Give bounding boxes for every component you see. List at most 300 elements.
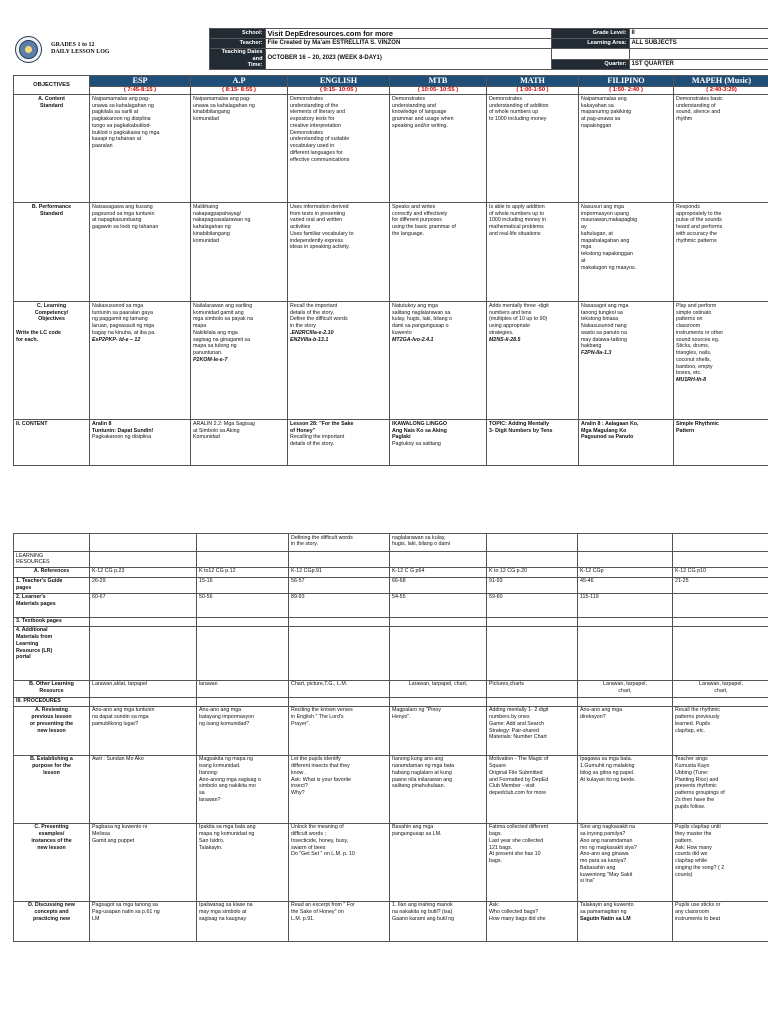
cell-line: kinabibilangang <box>193 230 230 237</box>
cell-line: classroom <box>676 323 701 330</box>
cell-line: 66-68 <box>392 578 406 585</box>
cell-line: K-12 CG p.23 <box>92 568 125 575</box>
cell-line: Reciting the known verses <box>291 707 353 714</box>
cell-line: kakayahan sa <box>581 102 614 109</box>
cell-line: sagisag na ginagamit sa <box>193 336 251 343</box>
cell-line: they master the <box>675 831 712 838</box>
cell-line: in the story <box>290 323 316 330</box>
cell-mtb <box>390 901 487 941</box>
cell-line: Pagsagot sa mga tanong sa <box>92 902 158 909</box>
cell-line: Resource <box>39 688 64 695</box>
cell-line: patterns groupings of <box>675 790 725 797</box>
cell-line: mapa <box>193 323 207 330</box>
cell-line: and real-life situations <box>489 230 541 237</box>
cell-mapeh <box>673 680 768 697</box>
cell-line: Objectives <box>38 316 65 323</box>
cell-filipino <box>578 593 673 617</box>
cell-line: Demonstrates basic <box>676 95 723 102</box>
row-label <box>14 626 90 680</box>
cell-line: Competency/ <box>34 309 69 316</box>
cell-line: Kumusta Kayo <box>675 763 710 770</box>
cell-english <box>289 755 390 823</box>
cell-line: details of the story. <box>290 309 335 316</box>
cell-line: Magpalaro ng "Pinoy <box>392 707 441 714</box>
lc-code: F2PN-IIa-1.3 <box>581 350 612 357</box>
cell-line: tanong tungkol sa <box>581 309 623 316</box>
cell-ap <box>197 680 289 697</box>
school-value: Visit DepEdresources.com for more <box>265 29 551 39</box>
cell-line: tuntunin sa paaralan gaya <box>92 309 153 316</box>
cell-ap <box>197 823 289 901</box>
row-label <box>14 577 90 593</box>
cell-line: learned. Pupils <box>675 720 711 727</box>
cell-line: sa inyong pamilya? <box>580 831 626 838</box>
cell-line: appropriately to the <box>676 210 722 217</box>
cell-line <box>92 698 194 705</box>
cell-line: tekstong napakinggan <box>581 251 633 258</box>
cell-line: vocabulary used in <box>290 143 335 150</box>
cell-esp <box>90 626 197 680</box>
cell-mtb <box>390 755 487 823</box>
cell-line: bagay na kinuha, at iba pa. <box>92 329 156 336</box>
cell-line: Nasusuri ang mga <box>581 203 624 210</box>
cell-line: 26-29 <box>92 578 106 585</box>
time-mapeh: ( 2:40-3:20) <box>674 87 768 95</box>
cell-line: kinabibilangang <box>193 109 230 116</box>
cell-mapeh <box>673 567 768 577</box>
dll-page-1 <box>13 28 768 472</box>
cell-line: Gaano karami ang butil ng <box>392 915 455 922</box>
cell-line: Recall the important <box>290 302 338 309</box>
cell-filipino <box>578 577 673 593</box>
teacher-label: Teacher: <box>209 39 265 49</box>
cell-line: Gamit ang puppet <box>92 837 135 844</box>
cell-ap <box>197 697 289 706</box>
cell-line: Pagsunod sa Panuto <box>581 434 634 441</box>
cell-line: coconut shells, <box>676 356 712 363</box>
cell-line: (multiples of 10 up to 90) <box>489 316 548 323</box>
cell-line: may dalawa-tatlong <box>581 336 627 343</box>
subject-math: MATH <box>487 76 579 87</box>
cell-line <box>392 627 484 634</box>
cell-math <box>487 755 578 823</box>
cell-line: direksyon? <box>580 714 606 721</box>
cell-line: tekstong binasa <box>581 316 619 323</box>
cell-line: Square <box>489 763 507 770</box>
cell-math <box>487 697 578 706</box>
cell-line: Babasahin ang <box>580 864 616 871</box>
cell-line: Learning <box>16 640 39 647</box>
cell-line: bilog sa gitna ng papel. <box>580 769 635 776</box>
cell-line <box>675 618 767 625</box>
cell-line: Aralin 8 <box>92 420 112 427</box>
cell-line: Uses information derived <box>290 203 349 210</box>
cell-line: B. Performance <box>31 203 72 210</box>
cell-line: Read an excerpt from " For <box>291 902 355 909</box>
cell-line <box>199 698 286 705</box>
cell-mtb <box>390 626 487 680</box>
cell-line: Demonstrates <box>489 95 522 102</box>
cell-line: Club Member - visit <box>489 783 535 790</box>
table-row <box>14 302 768 420</box>
cell-line: K-12 C G p64 <box>392 568 425 575</box>
cell-line: Pagtukoy sa salitang <box>392 441 441 448</box>
subject-esp: ESP <box>90 76 191 87</box>
cell-line: nakapagpapahayag/ <box>193 210 242 217</box>
lc-code: M2NS-Ii-28.5 <box>489 336 521 343</box>
cell-line: rhythmic patterns <box>676 237 717 244</box>
seal-icon <box>15 36 42 63</box>
cell-line: Who collected bags? <box>489 909 539 916</box>
cell-line: Itanong kung ano ang <box>392 756 444 763</box>
cell-ap <box>191 203 288 302</box>
cell-line: komunidad <box>193 116 219 123</box>
cell-line: insect? <box>291 783 308 790</box>
cell-line: different insects that they <box>291 763 350 770</box>
cell-line: Larawan, tarpapel, chart, <box>408 681 468 688</box>
lc-code: .EN2RCIIIa-e-2.10 <box>290 329 334 336</box>
cell-line: activities <box>290 224 311 231</box>
cell-line: presents rhythmic <box>675 783 717 790</box>
lc-code: P2KOM-Ie-e-7 <box>193 356 228 363</box>
cell-line: effective communications <box>290 156 350 163</box>
cell-line: napakinggan <box>581 122 612 129</box>
cell-line: Teacher sings <box>675 756 708 763</box>
cell-line: kahalagahan ng <box>193 224 231 231</box>
cell-line: Naipamamalas ang <box>581 95 627 102</box>
procedures-table <box>13 533 768 942</box>
table-row <box>14 697 768 706</box>
cell-line: si Ina" <box>580 878 595 885</box>
cell-line: correctly and effectively <box>392 210 448 217</box>
lc-code: MT2GA-Ivo-2.4.1 <box>392 336 434 343</box>
continuation-row <box>14 534 768 552</box>
cell-line: 1.Gumuhit ng malaking <box>580 763 635 770</box>
cell-line: creative interpretation <box>290 122 341 129</box>
cell-line: Let the pupils identify <box>291 756 341 763</box>
cell-line <box>489 698 575 705</box>
cell-line: sound, silence and <box>676 109 721 116</box>
cell-mapeh <box>673 901 768 941</box>
cell-line: simple ostinato <box>676 309 712 316</box>
cell-line: elements of literary and <box>290 109 346 116</box>
cell-line: the Sake of Honey" on <box>291 909 344 916</box>
cell-mapeh <box>674 95 768 203</box>
cell-line: II. CONTENT <box>16 420 48 427</box>
dates-value: OCTOBER 16 – 20, 2023 (WEEK 8-DAY1) <box>265 49 551 70</box>
cell-line: different languages for <box>290 149 343 156</box>
cell-english <box>289 680 390 697</box>
cell-line: Ipagawa sa mga bata. <box>580 756 633 763</box>
cell-line: Insecticide, honey, busy, <box>291 837 349 844</box>
table-row <box>14 593 768 617</box>
cell-line: expository texts for <box>290 116 335 123</box>
cell-line: Sticks, drums, <box>676 343 710 350</box>
cell-line: Nasasagot ang mga <box>581 302 629 309</box>
subject-mapeh: MAPEH (Music) <box>674 76 768 87</box>
cell-line: paaralan <box>92 143 113 150</box>
cell-line: Anu-ano ang mga tuntunin <box>92 707 155 714</box>
cell-line: lesson <box>43 769 60 776</box>
cell-line: Magpakita ng mapa ng <box>199 756 253 763</box>
cell-english <box>288 203 390 302</box>
cell-line <box>392 698 484 705</box>
cell-line: unawa sa kahalagahan ng <box>193 102 255 109</box>
cell-line: Aralin 8 : Aalagaan Ko, <box>581 420 639 427</box>
cell-line: of whole numbers up <box>489 109 539 116</box>
cell-esp <box>90 680 197 697</box>
cell-line: larawan <box>199 681 218 688</box>
cell-ap <box>197 567 289 577</box>
cell-line: A. Reviewing <box>35 707 68 714</box>
cell-line: numbers and tens <box>489 309 532 316</box>
cell-esp <box>90 593 197 617</box>
cell-mtb <box>390 302 487 420</box>
cell-line: varied oral and written <box>290 217 343 224</box>
cell-line: patterns on <box>676 316 703 323</box>
cell-line: dami sa pangungusap o <box>392 323 449 330</box>
cell-line: salitang pinahuhulaan. <box>392 783 446 790</box>
time-ap: ( 8:15- 8:55 ) <box>191 87 288 95</box>
row-label <box>14 593 90 617</box>
subject-filipino: FILIPINO <box>579 76 674 87</box>
cell-esp <box>90 706 197 755</box>
cell-line: understanding of addition <box>489 102 549 109</box>
cell-line <box>92 618 194 625</box>
cell-line: Speaks and writes <box>392 203 436 210</box>
cell-line: K to 12 CG p.20 <box>489 568 527 575</box>
cell-line: Responds <box>676 203 700 210</box>
cell-line: at pag-unawa sa <box>581 116 621 123</box>
cell-line: Define the difficult words <box>290 316 348 323</box>
table-row <box>14 95 768 203</box>
table-row <box>14 203 768 302</box>
cell-line: 1. Teacher's Guide <box>16 578 63 585</box>
cell-line <box>675 594 767 601</box>
cell-mapeh <box>674 302 768 420</box>
cell-line: swarm of bees <box>291 844 326 851</box>
cell-mapeh <box>673 577 768 593</box>
cell-line: Pag-usapan natin sa p.61 ng <box>92 909 160 916</box>
cell-line: Strategy: Pair-shared <box>489 727 540 734</box>
cell-line: Materials pages <box>16 601 56 608</box>
cell-line: Demonstrates <box>290 129 323 136</box>
cell-line: Sagutin Natin sa LM <box>580 915 631 922</box>
cell-line: heard and performs <box>676 224 723 231</box>
row-label <box>14 823 90 901</box>
cell-line: paano nila inilarawan ang <box>392 776 453 783</box>
cell-line: A. References <box>33 568 70 575</box>
cell-line <box>199 627 286 634</box>
cell-line: makatugon ng maayos. <box>581 264 637 271</box>
cell-line: Pagkakaroon ng disiplina <box>92 434 152 441</box>
cell-line: pamublikong lugar? <box>92 720 139 727</box>
cell-mtb <box>390 203 487 302</box>
cell-line: L.M. p.91. <box>291 915 315 922</box>
cell-math <box>487 617 578 626</box>
cell-line: mga <box>581 244 592 251</box>
time-esp: ( 7:45-8:15 ) <box>90 87 191 95</box>
cell-line: with accuracy the <box>676 230 717 237</box>
cell-line: mapahalagahan ang <box>581 237 630 244</box>
cell-line: 2s then have the <box>675 796 715 803</box>
cell-line: independently express <box>290 237 344 244</box>
cell-line: purpose for the <box>32 763 71 770</box>
cell-line: of Honey" <box>290 427 316 434</box>
cell-line: Tuntunin: Dapat Sundin! <box>92 427 154 434</box>
time-filipino: ( 1:50- 2:40 ) <box>579 87 674 95</box>
objectives-label: OBJECTIVES <box>14 76 90 95</box>
cell-line: Itanong: <box>199 769 219 776</box>
cell-esp <box>90 755 197 823</box>
cell-line: habang naglalaro at kung <box>392 769 452 776</box>
cell-line: 121 bags. <box>489 844 513 851</box>
cell-line: strategies. <box>489 329 514 336</box>
cell-line: to 1000 including money <box>489 116 547 123</box>
cell-line: counts) <box>675 871 693 878</box>
cell-line: Ask: <box>489 902 500 909</box>
cell-line: wasto sa panuto na <box>581 329 627 336</box>
cell-line: K-12 CGp <box>580 568 604 575</box>
table-row <box>14 626 768 680</box>
cell-line: Natutukoy ang mga <box>392 302 438 309</box>
cell-line: Is able to apply addition <box>489 203 545 210</box>
cell-math <box>487 593 578 617</box>
cell-line: boxes, etc. <box>676 370 702 377</box>
time-row <box>14 87 768 95</box>
cell-line: Write the LC code <box>16 329 61 336</box>
learning-resources-row <box>14 552 768 568</box>
cell-line: Resource (LR) <box>16 647 53 654</box>
cell-mtb <box>390 680 487 697</box>
cell-line: Pupils clap/tap until <box>675 824 721 831</box>
cell-line: 21-25 <box>675 578 689 585</box>
cell-line: 59-60 <box>489 594 503 601</box>
row-label <box>14 420 90 466</box>
table-row <box>14 706 768 755</box>
table-row <box>14 617 768 626</box>
cell-line: from texts in presenting <box>290 210 346 217</box>
cell-ap <box>197 706 289 755</box>
area-label: Learning Area: <box>551 39 629 49</box>
cell-english <box>289 593 390 617</box>
cell-line: sagisag na kaugnay <box>199 915 247 922</box>
cell-line: bags. <box>489 831 502 838</box>
cell-esp <box>90 95 191 203</box>
title-line-1: GRADES 1 to 12 <box>51 41 95 48</box>
cell-line: mathematical problems <box>489 224 544 231</box>
cell-line: concepts and <box>34 909 69 916</box>
document-title <box>49 29 209 70</box>
cell-ap <box>191 420 288 466</box>
cell-line: Ipaliwanag sa klase na <box>199 902 253 909</box>
cell-math <box>487 706 578 755</box>
cell-mapeh <box>674 203 768 302</box>
cell-mapeh <box>674 420 768 466</box>
cell-line: at Simbolo sa Aking <box>193 427 240 434</box>
cell-line: ay <box>581 224 587 231</box>
cell-line: tungo sa pagkakabuklod- <box>92 122 152 129</box>
cell-line: na dapat sundin sa mga <box>92 714 149 721</box>
cell-filipino <box>579 95 674 203</box>
cell-line: Play and perform <box>676 302 717 309</box>
cell-line: 15-16 <box>199 578 213 585</box>
cell-line: laruan, pagsasauli ng mga <box>92 323 155 330</box>
cell-line: Nailalarawan ang sariling <box>193 302 253 309</box>
cell-mtb <box>390 617 487 626</box>
title-line-2: DAILY LESSON LOG <box>51 49 110 56</box>
cell-english <box>289 706 390 755</box>
cell-line: understanding of suitable <box>290 136 350 143</box>
cell-line: K-12 CGp.91 <box>291 568 322 575</box>
cell-line <box>92 627 194 634</box>
cell-line: pulse of the sounds <box>676 217 722 224</box>
cell-line: ng paggamit ng tamang <box>92 316 148 323</box>
cell-line: kahulugan, at <box>581 230 613 237</box>
cell-line: mapanuring pakikinig <box>581 109 632 116</box>
cell-line: Ano ang naramdaman <box>580 837 633 844</box>
cell-line: buklod o pagkakaisa ng mga <box>92 129 160 136</box>
cell-line: chart, <box>714 688 728 695</box>
cell-line: salitang naglalarawan sa <box>392 309 451 316</box>
deped-seal <box>13 29 49 70</box>
cell-line: Anu-ano ang mga <box>580 707 623 714</box>
cell-filipino <box>578 617 673 626</box>
cell-line: LM <box>92 915 100 922</box>
time-mtb: ( 10:05- 10:55 ) <box>390 87 487 95</box>
time-english: ( 9:15- 10:05 ) <box>288 87 390 95</box>
cell-line: Ipakita sa mga bata ang <box>199 824 256 831</box>
cell-line: ng isang komunidad? <box>199 720 250 727</box>
cell-line <box>580 618 670 625</box>
cell-line: examples/ <box>38 831 65 838</box>
cell-line: Ano-ano ang ginawa <box>580 851 629 858</box>
cell-line: B. Other Learning <box>29 681 74 688</box>
cell-line: clap/tap while <box>675 858 708 865</box>
quarter-value: 1ST QUARTER <box>629 59 768 70</box>
cell-line: C. Presenting <box>34 824 69 831</box>
cell-line: clap/tap, etc. <box>675 727 706 734</box>
cell-line: A. Content <box>38 95 65 102</box>
cell-line: the language. <box>392 230 425 237</box>
cell-line: Ask: What is your favorite <box>291 776 352 783</box>
school-label: School: <box>209 29 265 39</box>
cell-filipino <box>578 680 673 697</box>
cell-esp <box>90 577 197 593</box>
cell-esp <box>90 302 191 420</box>
cell-line: mo ng magkasakit siya? <box>580 844 637 851</box>
cell-line: 1000 including money in <box>489 217 547 224</box>
cell-line: of whole numbers up to <box>489 210 545 217</box>
cell-line: understanding and <box>392 102 436 109</box>
grade-label: Grade Level: <box>551 29 629 39</box>
cell-math <box>487 302 579 420</box>
cell-line: Henyo". <box>392 714 411 721</box>
cell-line: or presenting the <box>29 720 74 727</box>
cell-english <box>288 302 390 420</box>
cell-line: Nakasusunod sa mga <box>92 302 144 309</box>
cell-line: 89-93 <box>291 594 305 601</box>
cell-line: Demonstrates <box>290 95 323 102</box>
cell-line: Recall the rhythmic <box>675 707 721 714</box>
cell-filipino <box>578 567 673 577</box>
cell-line: instruments or other <box>676 329 724 336</box>
cell-line: 4. Additional <box>16 627 48 634</box>
cell-line: Nakasusunod nang <box>581 323 627 330</box>
cell-filipino <box>579 420 674 466</box>
cell-line: previous lesson <box>31 714 72 721</box>
cell-english <box>288 95 390 203</box>
